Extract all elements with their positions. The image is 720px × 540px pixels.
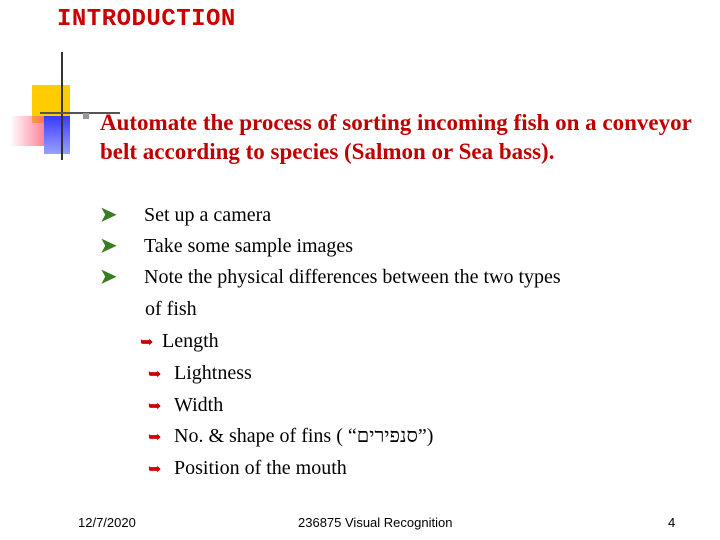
pointer-bullet-icon: ➥: [148, 366, 162, 383]
sub-bullet: [100, 231, 353, 261]
sub-bullet-text: Note the physical differences between the two types: [144, 266, 561, 288]
arrow-bullet-icon: ➤: [100, 204, 117, 226]
feature-item: [148, 421, 433, 453]
pointer-bullet-icon: ➥: [148, 398, 162, 415]
feature-text: Lightness: [174, 362, 252, 384]
pointer-bullet-icon: ➥: [140, 334, 154, 351]
sub-bullet-continuation: of fish: [145, 298, 197, 320]
feature-text: No. & shape of fins ( “סנפירים”): [174, 425, 434, 447]
arrow-bullet-icon: ➤: [100, 266, 117, 288]
square-bullet-icon: [83, 113, 89, 119]
footer-date: 12/7/2020: [78, 515, 136, 530]
ornament-vertical-line: [61, 52, 63, 160]
slide-title: INTRODUCTION: [57, 6, 236, 33]
feature-text: Length: [162, 330, 219, 352]
pointer-bullet-icon: ➥: [148, 429, 162, 446]
main-bullet-text: Automate the process of sorting incoming fish on a conveyor belt according to species (Salmon or Sea bass).: [100, 110, 692, 164]
arrow-bullet-icon: ➤: [100, 235, 117, 257]
pointer-bullet-icon: ➥: [148, 461, 162, 478]
feature-item: [148, 390, 223, 422]
footer-page-number: 4: [668, 515, 676, 530]
sub-bullet: [100, 200, 271, 230]
feature-item: [148, 453, 347, 485]
sub-bullet-text: Set up a camera: [144, 204, 272, 226]
footer-course: 236875 Visual Recognition: [298, 515, 453, 530]
sub-bullet: [100, 262, 561, 292]
feature-text: Width: [174, 394, 224, 416]
feature-text: Position of the mouth: [174, 457, 347, 479]
feature-item: [148, 358, 252, 390]
feature-item: [140, 326, 219, 358]
sub-bullet-text: Take some sample images: [144, 235, 354, 257]
ornament-blue-square: [44, 116, 70, 154]
